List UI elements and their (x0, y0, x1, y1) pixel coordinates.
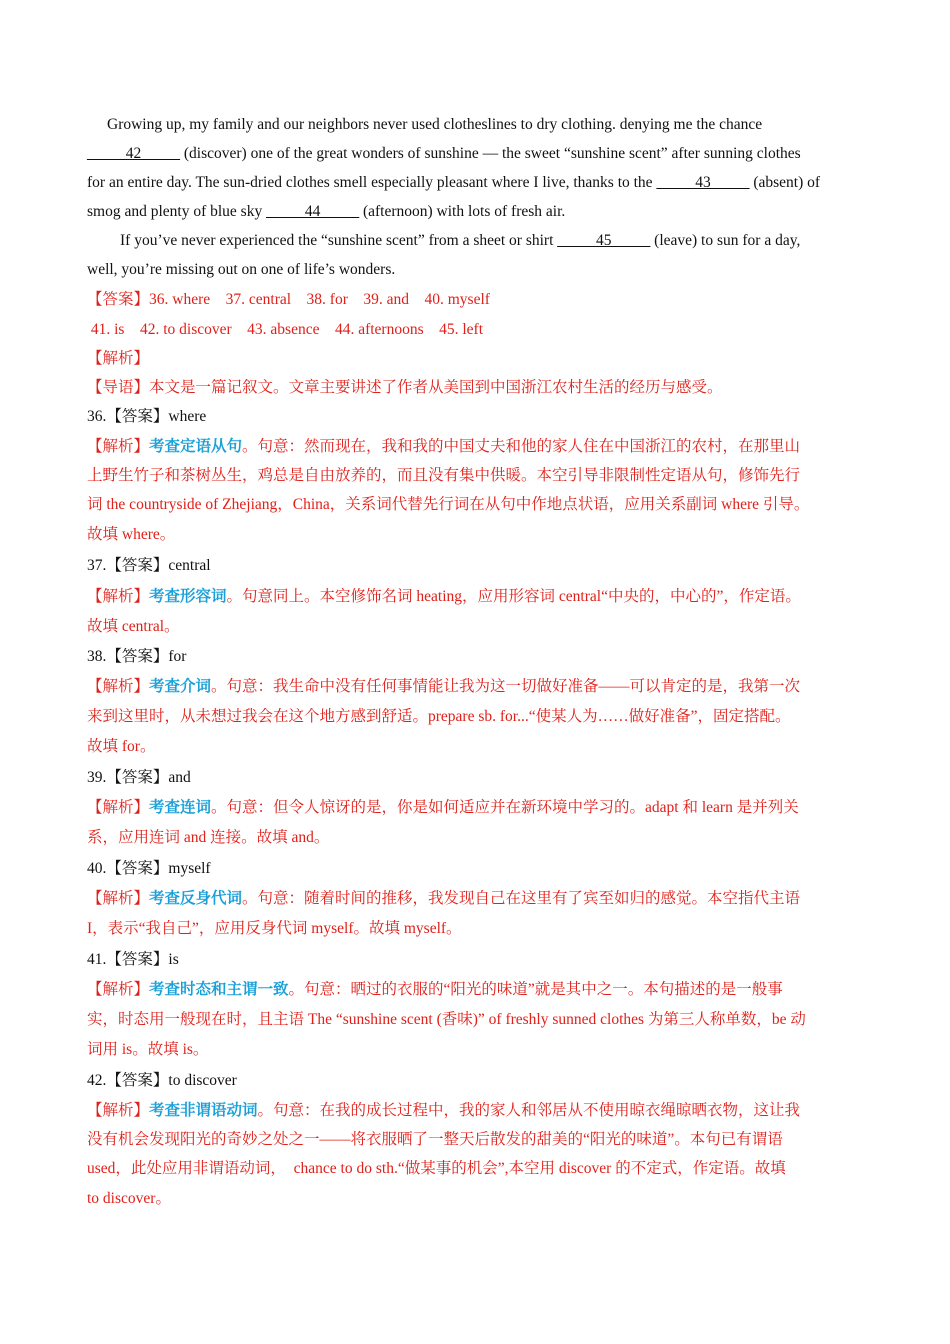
q36-answer (87, 402, 206, 431)
topic-label: 考查反身代词 (149, 890, 243, 907)
q36-analysis-line-4 (87, 520, 175, 549)
answer-tag: 【答案】 (106, 951, 169, 968)
q40-answer (87, 854, 211, 883)
q42-analysis-line-4 (87, 1184, 171, 1213)
blank-43: _____43_____ (656, 174, 750, 191)
analysis-text: 。句意：我生命中没有任何事情能让我为这一切做好准备——可以肯定的是，我第一次 (211, 678, 801, 695)
answer-tag: 【答案】 (106, 769, 169, 786)
blank-45: _____45_____ (557, 232, 651, 249)
analysis-text: 上野生竹子和茶树丛生，鸡总是自由放养的，而且没有集中供暖。本空引导非限制性定语从句，修饰先行 (87, 467, 801, 484)
analysis-text: 。句意：然而现在，我和我的中国丈夫和他的家人住在中国浙江的农村，在那里山 (242, 438, 801, 455)
q39-analysis-line-2 (87, 823, 329, 852)
analysis-heading (87, 344, 149, 373)
q36-analysis-line-3 (87, 490, 809, 519)
answer-value: for (168, 648, 187, 665)
analysis-text: I，表示“我自己”，应用反身代词 myself。故填 myself。 (87, 920, 462, 937)
analysis-text: 。句意：在我的成长过程中，我的家人和邻居从不使用晾衣绳晾晒衣物，这让我 (257, 1102, 801, 1119)
passage-line-6 (87, 255, 395, 284)
passage-text: smog and plenty of blue sky (87, 203, 267, 220)
passage-text: Growing up, my family and our neighbors never used clotheslines to dry clothing. denying me the chance (107, 116, 763, 133)
passage-line-2 (87, 139, 801, 168)
answer-value: central (168, 557, 211, 574)
q42-analysis-line-1 (87, 1096, 800, 1125)
analysis-text: to discover。 (87, 1190, 171, 1207)
answers-list: 41. is 42. to discover 43. absence 44. afternoons 45. left (87, 321, 484, 338)
topic-label: 考查连词 (149, 799, 212, 816)
topic-label: 考查非谓语动词 (149, 1102, 258, 1119)
q41-analysis-line-2 (87, 1005, 806, 1034)
q38-analysis-line-2 (87, 702, 790, 731)
analysis-tag: 【解析】 (87, 799, 150, 816)
analysis-text: 系，应用连词 and 连接。故填 and。 (87, 829, 330, 846)
passage-text: If you’ve never experienced the “sunshine scent” from a sheet or shirt (120, 232, 558, 249)
question-number: 42. (87, 1072, 107, 1089)
passage-line-4 (87, 197, 565, 226)
analysis-text: 故填 where。 (87, 526, 176, 543)
q37-analysis-line-2 (87, 612, 180, 641)
topic-label: 考查形容词 (149, 588, 227, 605)
guide-line (87, 373, 723, 402)
question-number: 40. (87, 860, 107, 877)
answer-tag: 【答案】 (106, 557, 169, 574)
analysis-tag: 【解析】 (87, 350, 150, 367)
analysis-text: 。句意：但令人惊讶的是，你是如何适应并在新环境中学习的。adapt 和 learn 是并列关 (211, 799, 799, 816)
passage-line-5 (120, 226, 800, 255)
question-number: 38. (87, 648, 107, 665)
answer-value: is (168, 951, 179, 968)
question-number: 39. (87, 769, 107, 786)
analysis-tag: 【解析】 (87, 678, 150, 695)
answer-tag: 【答案】 (106, 860, 169, 877)
analysis-text: 。句意：随着时间的推移，我发现自己在这里有了宾至如归的感觉。本空指代主语 (242, 890, 801, 907)
q36-analysis-line-2 (87, 461, 800, 490)
answers-row-2 (87, 315, 483, 344)
analysis-tag: 【解析】 (87, 981, 150, 998)
passage-text: (afternoon) with lots of fresh air. (359, 203, 566, 220)
analysis-text: 来到这里时，从未想过我会在这个地方感到舒适。prepare sb. for...“使某人为……做好准备”，固定搭配。 (87, 708, 791, 725)
passage-text: (absent) of (749, 174, 821, 191)
q39-answer (87, 763, 191, 792)
question-number: 41. (87, 951, 107, 968)
q40-analysis-line-1 (87, 884, 800, 913)
answers-row-1 (87, 285, 490, 314)
topic-label: 考查介词 (149, 678, 212, 695)
analysis-text: 实，时态用一般现在时，且主语 The “sunshine scent (香味)” of freshly sunned clothes 为第三人称单数，be 动 (87, 1011, 806, 1028)
topic-label: 考查时态和主谓一致 (149, 981, 289, 998)
analysis-text: 故填 central。 (87, 618, 180, 635)
analysis-tag: 【解析】 (87, 890, 150, 907)
guide-text: 本文是一篇记叙文。文章主要讲述了作者从美国到中国浙江农村生活的经历与感受。 (149, 379, 723, 396)
answer-value: myself (168, 860, 211, 877)
question-number: 36. (87, 408, 107, 425)
analysis-text: 没有机会发现阳光的奇妙之处之一——将衣服晒了一整天后散发的甜美的“阳光的味道”。本句已有谓语 (87, 1131, 783, 1148)
q42-analysis-line-3 (87, 1154, 786, 1183)
analysis-text: 。句意：晒过的衣服的“阳光的味道”就是其中之一。本句描述的是一般事 (288, 981, 783, 998)
blank-44: _____44_____ (266, 203, 360, 220)
blank-42: _____42_____ (87, 145, 180, 162)
answer-value: and (168, 769, 191, 786)
analysis-text: 词用 is。故填 is。 (87, 1041, 209, 1058)
q39-analysis-line-1 (87, 793, 799, 822)
analysis-tag: 【解析】 (87, 1102, 150, 1119)
passage-text: (discover) one of the great wonders of sunshine — the sweet “sunshine scent” after sunning clothes (180, 145, 801, 162)
answer-value: where (168, 408, 207, 425)
passage-line-1 (107, 110, 762, 139)
passage-line-3 (87, 168, 820, 197)
analysis-text: 词 the countryside of Zhejiang，China，关系词代替先行词在从句中作地点状语，应用关系副词 where 引导。 (87, 496, 810, 513)
answer-tag: 【答案】 (106, 648, 169, 665)
q42-answer (87, 1066, 237, 1095)
answer-tag: 【答案】 (106, 1072, 169, 1089)
q41-analysis-line-3 (87, 1035, 208, 1064)
analysis-tag: 【解析】 (87, 588, 150, 605)
analysis-text: 故填 for。 (87, 738, 156, 755)
answer-tag: 【答案】 (87, 291, 150, 308)
answer-value: to discover (168, 1072, 237, 1089)
q38-analysis-line-3 (87, 732, 155, 761)
analysis-text: used，此处应用非谓语动词， chance to do sth.“做某事的机会”,本空用 discover 的不定式，作定语。故填 (87, 1160, 786, 1177)
q41-analysis-line-1 (87, 975, 783, 1004)
q40-analysis-line-2 (87, 914, 462, 943)
guide-tag: 【导语】 (87, 379, 150, 396)
q36-analysis-line-1 (87, 432, 800, 461)
q37-analysis-line-1 (87, 582, 801, 611)
answer-tag: 【答案】 (106, 408, 169, 425)
passage-text: (leave) to sun for a day, (650, 232, 801, 249)
topic-label: 考查定语从句 (149, 438, 243, 455)
q42-analysis-line-2 (87, 1125, 783, 1154)
analysis-text: 。句意同上。本空修饰名词 heating，应用形容词 central“中央的，中心的”，作定语。 (226, 588, 801, 605)
q38-answer (87, 642, 186, 671)
answers-list: 36. where 37. central 38. for 39. and 40. myself (149, 291, 490, 308)
passage-text: well, you’re missing out on one of life’s wonders. (87, 261, 396, 278)
q41-answer (87, 945, 179, 974)
passage-text: for an entire day. The sun-dried clothes smell especially pleasant where I live, thanks to the (87, 174, 657, 191)
q37-answer (87, 551, 211, 580)
analysis-tag: 【解析】 (87, 438, 150, 455)
q38-analysis-line-1 (87, 672, 800, 701)
question-number: 37. (87, 557, 107, 574)
